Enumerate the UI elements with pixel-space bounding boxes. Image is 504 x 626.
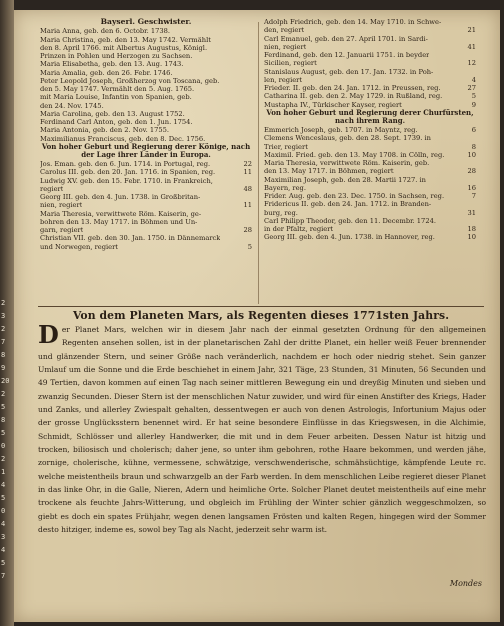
edge-number: 1 xyxy=(1,468,6,476)
entry-years xyxy=(474,217,476,225)
list-entry xyxy=(40,36,252,44)
entry-text: Maria Christina, geb. den 13. May 1742. Vermählt xyxy=(40,35,211,44)
entry-years xyxy=(250,110,252,118)
entry-text: Fridericus II. geb. den 24. Jan. 1712. in Branden- xyxy=(264,200,432,209)
list-entry xyxy=(264,200,476,208)
list-entry xyxy=(40,110,252,118)
edge-number: 4 xyxy=(1,546,6,554)
entry-years xyxy=(250,36,252,44)
left-column xyxy=(40,18,252,305)
entry-years xyxy=(250,135,252,143)
entry-text: Carolus III. geb. den 20. Jan. 1716. in Spanien, reg. xyxy=(40,168,216,177)
edge-number: 5 xyxy=(1,494,6,502)
list-entry xyxy=(264,18,476,26)
list-entry xyxy=(264,43,476,51)
entry-years: 11 xyxy=(243,201,252,210)
entry-text: den 5. May 1747. Vermählt den 5. Aug. 1765. xyxy=(40,85,195,93)
entry-text: Ludwig XV. geb. den 15. Febr. 1710. in Frankreich, xyxy=(40,176,213,185)
entry-text: den, regiert xyxy=(264,26,305,35)
entry-years xyxy=(250,102,252,110)
entry-text: Maria Elisabetha, geb. den 13. Aug. 1743. xyxy=(40,60,184,69)
entry-text: Emmerich Joseph, geb. 1707. in Mayntz, reg. xyxy=(264,126,418,135)
entry-years xyxy=(250,69,252,77)
edge-number: 2 xyxy=(1,299,6,307)
entry-text: Maria Theresia, verwittwete Röm. Kaiserin, geb. xyxy=(264,159,430,168)
edge-number: 4 xyxy=(1,481,6,489)
list-entry xyxy=(40,126,252,134)
list-entry xyxy=(40,160,252,168)
edge-number: 2 xyxy=(1,390,6,398)
electors-heading: Von hoher Geburt und Regierung derer Churfürsten, nach ihrem Rang. xyxy=(266,107,474,125)
entry-years: 21 xyxy=(467,26,476,35)
entry-years xyxy=(250,85,252,93)
list-entry xyxy=(40,193,252,201)
edge-number: 3 xyxy=(1,312,6,320)
entry-text: Clemens Wenceslaus, geb. den 28. Sept. 1739. in xyxy=(264,134,431,143)
list-entry xyxy=(264,159,476,167)
list-entry xyxy=(40,210,252,218)
right-column xyxy=(264,18,476,305)
list-entry xyxy=(264,209,476,217)
entry-text: Stanislaus August, geb. den 17. Jan. 1732. in Poh- xyxy=(264,67,434,76)
kings-heading: Von hoher Geburt und Regierung derer Könige, nach der Lage ihrer Länder in Europa. xyxy=(41,141,251,159)
edge-number: 0 xyxy=(1,442,6,450)
entry-years xyxy=(474,176,476,184)
entry-text: den 24. Nov. 1745. xyxy=(40,101,104,110)
list-entry xyxy=(40,44,252,52)
entry-text: nien, regiert xyxy=(264,42,307,51)
list-entry xyxy=(264,192,476,200)
list-entry xyxy=(264,92,476,100)
list-entry xyxy=(264,217,476,225)
entry-years xyxy=(250,77,252,85)
list-entry xyxy=(264,134,476,142)
entry-years: 4 xyxy=(471,75,476,84)
list-entry xyxy=(264,176,476,184)
list-entry xyxy=(264,151,476,159)
entry-years: 41 xyxy=(467,42,476,51)
entry-text: Ferdinand Carl Anton, geb. den 1. Jun. 1754. xyxy=(40,118,193,126)
entry-text: Adolph Friedrich, geb. den 14. May 1710. in Schwe- xyxy=(264,18,442,26)
list-entry xyxy=(264,51,476,59)
entry-text: burg, reg. xyxy=(264,208,298,217)
entry-years xyxy=(474,200,476,208)
entry-years xyxy=(250,126,252,134)
entry-text: Christian VII. geb. den 30. Jan. 1750. in Dännemarck xyxy=(40,234,221,243)
entry-text: Sicilien, regiert xyxy=(264,59,317,68)
list-entry xyxy=(40,60,252,68)
entry-years xyxy=(250,177,252,185)
edge-number: 5 xyxy=(1,403,6,411)
list-entry xyxy=(40,177,252,185)
edge-number: 4 xyxy=(1,520,6,528)
entry-text: Prinzen in Pohlen und Herzogen zu Sachsen. xyxy=(40,52,193,60)
entry-years xyxy=(250,193,252,201)
entry-years xyxy=(250,218,252,226)
entry-text: Maria Theresia, verwittwete Röm. Kaiserin, ge- xyxy=(40,209,202,218)
entry-text: bohren den 13. May 1717. in Böhmen und Un- xyxy=(40,217,198,226)
column-divider xyxy=(258,22,259,304)
edge-number: 8 xyxy=(1,351,6,359)
entry-text: und Norwegen, regiert xyxy=(40,242,118,251)
entry-text: Maria Amalia, geb. den 26. Febr. 1746. xyxy=(40,68,173,77)
list-entry xyxy=(264,126,476,134)
siblings-list xyxy=(40,27,252,143)
entry-years: 18 xyxy=(467,225,476,234)
entry-text: Maria Antonia, geb. den 2. Nov. 1755. xyxy=(40,126,170,135)
list-entry xyxy=(40,77,252,85)
entry-text: Maximilianus Franciscus, geb. den 8. Dec. 1756. xyxy=(40,134,206,143)
list-entry xyxy=(264,26,476,34)
list-entry xyxy=(40,201,252,209)
entry-years: 48 xyxy=(243,184,252,193)
electors-list xyxy=(264,126,476,242)
list-entry xyxy=(40,234,252,242)
list-entry xyxy=(264,167,476,175)
list-entry xyxy=(264,68,476,76)
entry-text: Frider. Aug. geb. den 23. Dec. 1750. in Sachsen, reg. xyxy=(264,192,445,201)
entry-years xyxy=(250,44,252,52)
entry-years xyxy=(250,27,252,35)
entry-years: 5 xyxy=(471,92,476,101)
entry-text: Maximilian Joseph, geb. den 28. Martii 1727. in xyxy=(264,175,426,184)
entry-years xyxy=(250,93,252,101)
entry-years xyxy=(474,35,476,43)
entry-text: Maximil. Fried. geb. den 13. May 1708. in Cölln, reg. xyxy=(264,150,445,159)
entry-text: Maria Carolina, geb. den 13. August 1752. xyxy=(40,109,185,118)
siblings-heading: Bayserl. Geschwister. xyxy=(100,18,192,26)
entry-years: 16 xyxy=(467,183,476,192)
entry-text: Maria Anna, geb. den 6. Octobr. 1738. xyxy=(40,27,170,36)
list-entry xyxy=(40,85,252,93)
entry-years xyxy=(250,210,252,218)
entry-text: den 8. April 1766. mit Albertus Augustus, Königl. xyxy=(40,43,208,52)
entry-years xyxy=(250,234,252,242)
entry-years: 5 xyxy=(247,242,252,251)
entry-text: Peter Leopold Joseph, Großherzog von Toscana, geb. xyxy=(40,76,220,85)
edge-number: 8 xyxy=(1,416,6,424)
entry-text: Mustapha IV., Türkischer Kayser, regiert xyxy=(264,100,402,109)
list-entry xyxy=(264,84,476,92)
list-entry xyxy=(40,218,252,226)
list-entry xyxy=(264,233,476,241)
list-entry xyxy=(40,226,252,234)
entry-text: mit Maria Louise, Infantin von Spanien, geb. xyxy=(40,93,192,102)
list-entry xyxy=(264,225,476,233)
edge-number: 3 xyxy=(1,533,6,541)
binding-edge xyxy=(0,0,14,626)
entry-years: 28 xyxy=(467,167,476,176)
entry-text: Georg III. geb. den 4. Jun. 1738. in Hannover, reg. xyxy=(264,233,435,242)
entry-years xyxy=(474,18,476,26)
list-entry xyxy=(40,243,252,251)
entry-text: len, regiert xyxy=(264,75,303,84)
entry-years: 11 xyxy=(243,168,252,177)
entry-years: 12 xyxy=(467,59,476,68)
list-entry xyxy=(264,143,476,151)
list-entry xyxy=(264,184,476,192)
entry-text: in der Pfaltz, regiert xyxy=(264,225,334,234)
entry-years xyxy=(250,60,252,68)
entry-years: 10 xyxy=(467,150,476,159)
entry-years xyxy=(250,52,252,60)
list-entry xyxy=(40,168,252,176)
entry-years xyxy=(474,68,476,76)
catchword: Mondes xyxy=(449,579,482,588)
entry-years: 28 xyxy=(243,226,252,235)
list-entry xyxy=(264,76,476,84)
list-entry xyxy=(40,93,252,101)
entry-text: Bayern, reg. xyxy=(264,183,306,192)
edge-number: 7 xyxy=(1,572,6,580)
entry-text: Georg III. geb. den 4. Jun. 1738. in Großbritan- xyxy=(40,193,201,202)
edge-number: 9 xyxy=(1,364,6,372)
list-entry xyxy=(40,27,252,35)
edge-number: 0 xyxy=(1,507,6,515)
list-entry xyxy=(40,52,252,60)
entry-text: Jos. Eman. geb. den 6. Jun. 1714. in Portugal, reg. xyxy=(40,160,211,169)
entry-years: 22 xyxy=(243,160,252,169)
entry-text: regiert xyxy=(40,184,64,193)
entry-years: 31 xyxy=(467,208,476,217)
entry-text: Frieder. II. geb. den 24. Jan. 1712. in Preussen, reg. xyxy=(264,84,441,92)
edge-number: 5 xyxy=(1,559,6,567)
entry-years xyxy=(474,134,476,142)
entry-years: 9 xyxy=(471,100,476,109)
entry-text: den 13. May 1717. in Böhmen, regiert xyxy=(264,167,394,176)
edge-number: 2 xyxy=(1,325,6,333)
edge-number: 20 xyxy=(1,377,10,385)
entry-text: nien, regiert xyxy=(40,201,83,210)
list-entry xyxy=(40,185,252,193)
entry-years: 6 xyxy=(471,126,476,135)
entry-text: Carl Philipp Theodor, geb. den 11. Decembr. 1724. xyxy=(264,216,436,225)
drop-cap: D xyxy=(38,320,59,349)
entry-text: Carl Emanuel, geb. den 27. April 1701. in Sardi- xyxy=(264,34,428,43)
entry-years: 8 xyxy=(471,142,476,151)
edge-number: 5 xyxy=(1,429,6,437)
entry-text: garn, regiert xyxy=(40,226,84,235)
book-page xyxy=(14,10,500,622)
mars-text xyxy=(38,320,486,537)
list-entry xyxy=(264,59,476,67)
list-entry xyxy=(40,118,252,126)
kings-list xyxy=(40,160,252,251)
entry-text: Trier, regiert xyxy=(264,142,308,151)
kings-list-continued xyxy=(264,18,476,109)
entry-years xyxy=(474,51,476,59)
list-entry xyxy=(40,102,252,110)
entry-text: Ferdinand, geb. den 12. Januarii 1751. in beyder xyxy=(264,51,430,59)
entry-years: 10 xyxy=(467,233,476,242)
mars-paragraph: er Planet Mars, welchen wir in diesem Jahr nach der einmal gesetzten Ordnung für den allgemeinen Regenten ansehen sollen, ist in der planetarischen Zahl der dritte Planet, ein heller weiß Feuer brennender und glänzender Stern, und seiner Größe nach veränderlich, nachdem er hoch oder niedrig stehet. Sein ganzer Umlauf um die Sonne und die Erde beschiehet in einem Jahr, 321 Täge, 23 Stunden, 31 Minuten, 56 Secunden und 49 Tertien, davon kommen auf einen Tag nach seiner mittleren Bewegung ein und dreyßig Minuten und sieben und zwanzig Secunden. Dieser Stern ist der menschlichen Natur zuwider, und wird für einen Anstifter des Kriegs, Hader und Zanks, und allerley Zwiespalt gehalten, dessentwegen er auch von denen Astrologis, Infortunium Majus oder der grosse Unglücksstern benennet wird. Er hat seine besondere Einflüsse in das Kriegswesen, in die Alchimie, Schmidt, Schlösser und allerley Handwerker, die mit und in dem Feuer arbeiten. Dessen Natur ist hitzig und trocken, biliosisch und cholerisch; daher jene, so unter ihm gebohren, rothe Haare bekommen, und werden jähe, zornige, cholerische, kühne, vermessene, schwätzige, verschwenderische, schmähsüchtige, kämpfende Leute rc. welche meistentheils braun und schwarzgelb an der Farb werden. In dem menschlichen Leibe regieret dieser Planet in das linke Ohr, in die Galle, Nieren, Adern und heimliche Orte. Solcher Planet deutet meistentheils auf eine mehr trockene als feuchte Jahrs-Witterung, und obgleich im Frühling der Winter schier gänzlich weggeschmolzen, so giebt es doch ein spates Frühjahr, wegen denen langsamen Frösten und kalten Regen, hingegen wird der Sommer desto hitziger, indeme es, sowol bey Tag als Nacht, jederzeit sehr warm ist. xyxy=(38,325,486,535)
entry-years xyxy=(250,118,252,126)
list-entry xyxy=(40,69,252,77)
list-entry xyxy=(264,35,476,43)
section-title: Von dem Planeten Mars, als Regenten dieses 1771sten Jahrs. xyxy=(38,306,484,322)
entry-years: 7 xyxy=(471,192,476,201)
edge-number: 7 xyxy=(1,338,6,346)
edge-number: 2 xyxy=(1,455,6,463)
entry-years: 27 xyxy=(467,84,476,92)
two-column-lists xyxy=(40,18,480,305)
entry-years xyxy=(474,159,476,167)
entry-text: Catharina II. geb. den 2. May 1729. in Rußland, reg. xyxy=(264,92,443,101)
